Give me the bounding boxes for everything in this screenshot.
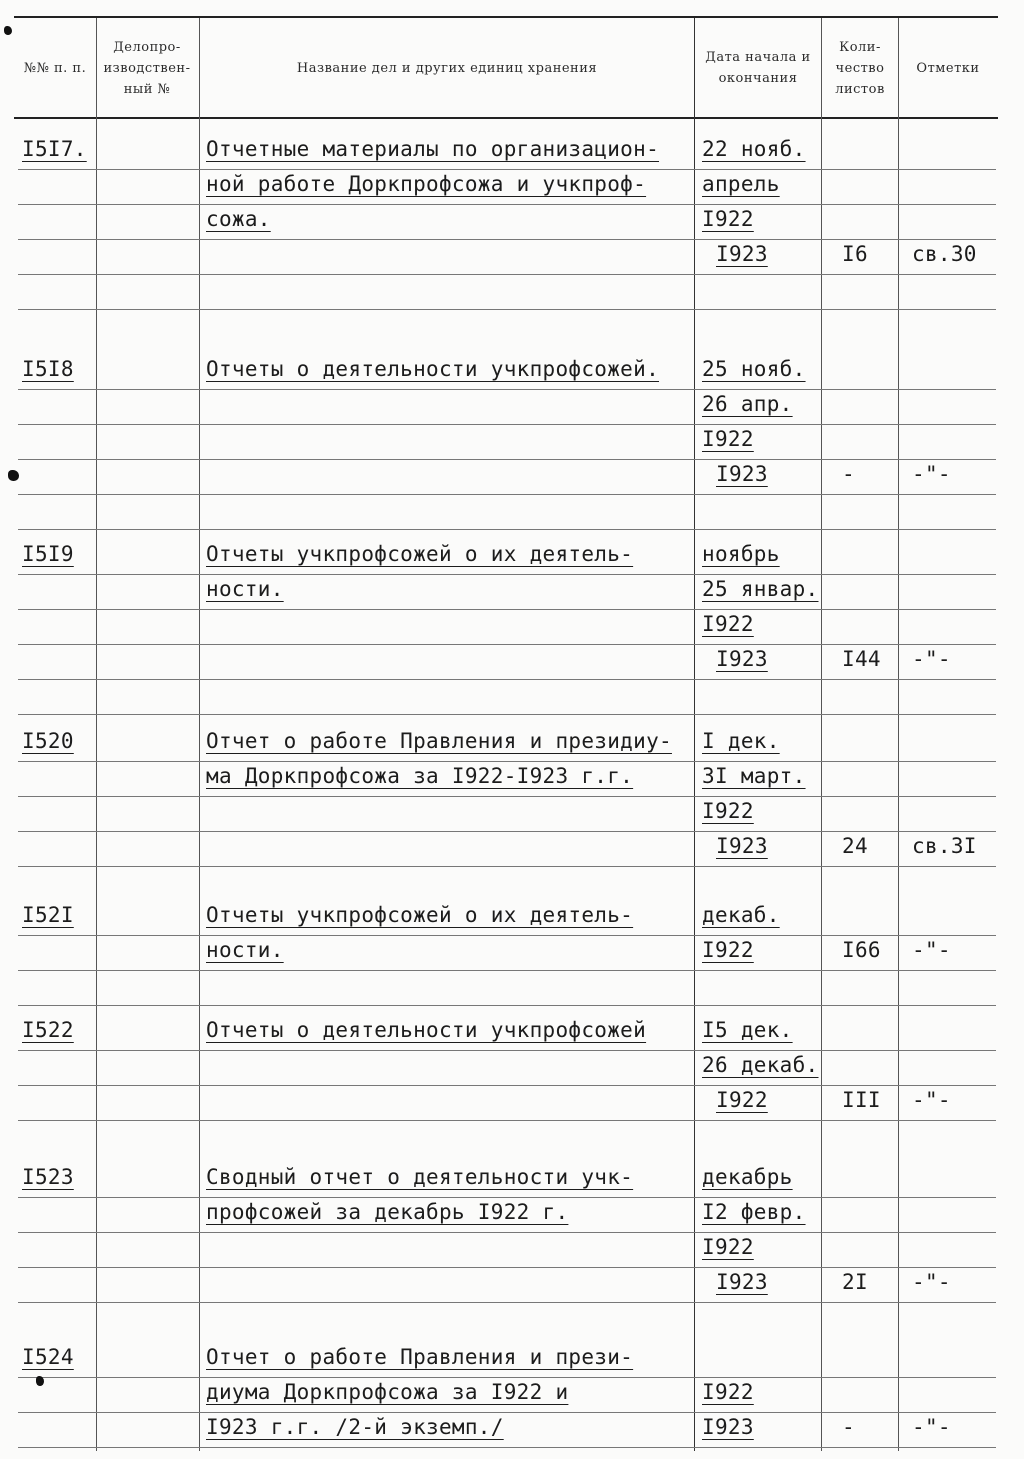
record-date-line: I922 [702,938,754,962]
record-date-line: I дек. [702,729,780,753]
row-rule [18,1120,996,1121]
record-sheets: I6 [842,242,868,266]
record-title-line: профсожей за декабрь I922 г. [206,1200,569,1224]
row-rule [18,1050,996,1051]
record-date-line: I923 [716,647,768,671]
record-sheets: I44 [842,647,881,671]
row-rule [18,714,996,715]
record-date-line: I922 [702,612,754,636]
header-office-num: Делопро- изводствен- ный № [103,39,191,97]
record-date-line: I922 [702,799,754,823]
row-rule [18,796,996,797]
record-date-line: 25 нояб. [702,357,806,381]
header-notes: Отметки [916,60,980,76]
record-sheets: 2I [842,1270,868,1294]
record-date-line: I923 [716,462,768,486]
column-divider [898,18,899,1451]
record-title-line: сожа. [206,207,271,231]
record-title-line: I923 г.г. /2-й экземп./ [206,1415,504,1439]
record-date-line: I922 [716,1088,768,1112]
record-title-line: ности. [206,938,284,962]
record-note: -"- [912,647,951,671]
record-date-line: 22 нояб. [702,137,806,161]
column-divider [694,18,695,1451]
header-num: №№ п. п. [23,60,87,76]
record-date-line: I923 [716,834,768,858]
record-note: св.3I [912,834,977,858]
record-date-line: I922 [702,427,754,451]
row-rule [18,274,996,275]
record-date-line: 26 апр. [702,392,793,416]
record-number: I5I8 [22,357,74,381]
row-rule [18,1232,996,1233]
row-rule [18,609,996,610]
record-note: св.30 [912,242,977,266]
record-title-line: диума Доркпрофсожа за I922 и [206,1380,569,1404]
record-date-line: декабрь [702,1165,793,1189]
record-note: -"- [912,1088,951,1112]
record-date-line: I922 [702,207,754,231]
column-divider [199,18,200,1451]
record-title-line: Отчет о работе Правления и президиу- [206,729,672,753]
record-number: I524 [22,1345,74,1369]
scan-mark [8,470,19,481]
record-date-line: апрель [702,172,780,196]
record-date-line: декаб. [702,903,780,927]
header-top-rule [14,16,998,18]
record-date-line: 25 январ. [702,577,819,601]
header-dates: Дата начала и окончания [705,50,811,86]
row-rule [18,529,996,530]
record-date-line: 3I март. [702,764,806,788]
row-rule [18,1005,996,1006]
record-number: I522 [22,1018,74,1042]
record-note: -"- [912,462,951,486]
row-rule [18,1302,996,1303]
record-title-line: Отчеты учкпрофсожей о их деятель- [206,542,634,566]
row-rule [18,970,996,971]
column-divider [821,18,822,1451]
record-date-line: I2 февр. [702,1200,806,1224]
record-date-line: I923 [716,242,768,266]
record-note: -"- [912,1415,951,1439]
record-date-line: I923 [702,1415,754,1439]
record-title-line: Отчеты о деятельности учкпрофсожей [206,1018,647,1042]
record-sheets: III [842,1088,881,1112]
header-sheets: Коли- чество листов [835,39,885,97]
record-sheets: - [842,1415,855,1439]
record-note: -"- [912,938,951,962]
row-rule [18,389,996,390]
record-title-line: ной работе Доркпрофсожа и учкпроф- [206,172,647,196]
row-rule [18,1447,996,1448]
scan-mark [4,26,12,35]
record-date-line: ноябрь [702,542,780,566]
row-rule [18,866,996,867]
row-rule [18,424,996,425]
record-title-line: Отчет о работе Правления и прези- [206,1345,634,1369]
record-note: -"- [912,1270,951,1294]
header-title: Название дел и других единиц хранения [296,60,598,76]
row-rule [18,679,996,680]
record-title-line: Сводный отчет о деятельности учк- [206,1165,634,1189]
record-title-line: Отчетные материалы по организацион- [206,137,660,161]
row-rule [18,309,996,310]
record-number: I523 [22,1165,74,1189]
row-rule [18,494,996,495]
record-title-line: Отчеты учкпрофсожей о их деятель- [206,903,634,927]
record-title-line: ма Доркпрофсожа за I922-I923 г.г. [206,764,634,788]
record-sheets: I66 [842,938,881,962]
record-sheets: 24 [842,834,868,858]
record-title-line: Отчеты о деятельности учкпрофсожей. [206,357,660,381]
record-date-line: 26 декаб. [702,1053,819,1077]
record-number: I520 [22,729,74,753]
record-sheets: - [842,462,855,486]
row-rule [18,574,996,575]
column-divider [96,18,97,1451]
record-date-line: I922 [702,1235,754,1259]
header-bottom-rule [14,117,998,119]
row-rule [18,204,996,205]
record-number: I5I7. [22,137,87,161]
scan-mark [36,1376,44,1386]
record-number: I5I9 [22,542,74,566]
record-title-line: ности. [206,577,284,601]
record-number: I52I [22,903,74,927]
record-date-line: I923 [716,1270,768,1294]
record-date-line: I5 дек. [702,1018,793,1042]
record-date-line: I922 [702,1380,754,1404]
